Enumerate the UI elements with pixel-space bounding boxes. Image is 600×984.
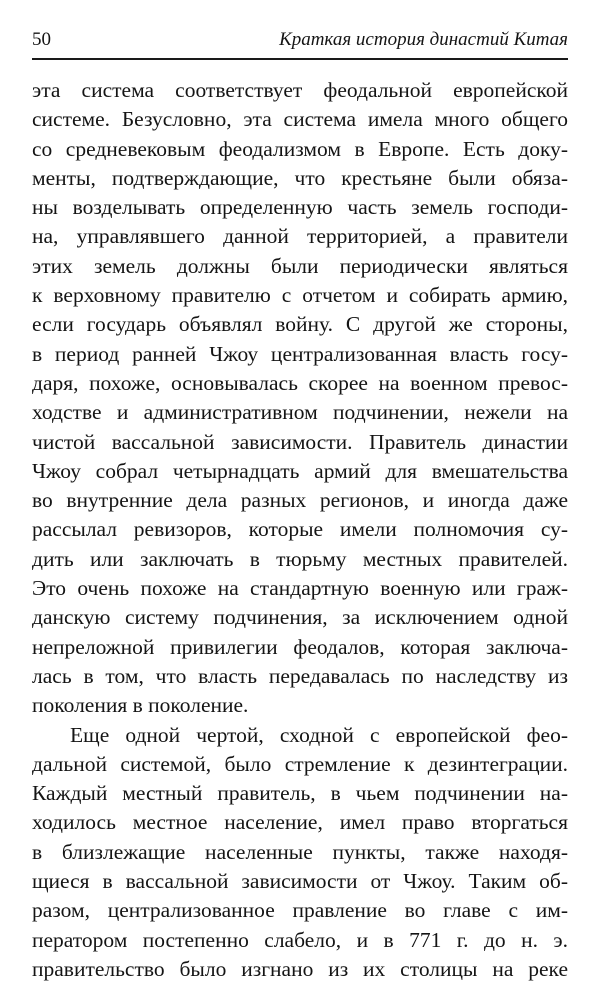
text-line: ходстве и административном подчинении, нежели на: [32, 400, 568, 425]
text-line: чистой вассальной зависимости. Правитель династии: [32, 429, 568, 454]
text-line: данскую систему подчинения, за исключением одной: [32, 605, 568, 630]
text-line: ператором постепенно слабело, и в 771 г. до н. э.: [32, 927, 568, 952]
text-line: лась в том, что власть передавалась по наследству из: [32, 663, 568, 688]
text-line: непреложной привилегии феодалов, которая заключа-: [32, 634, 568, 659]
text-line: Это очень похоже на стандартную военную или граж-: [32, 576, 568, 601]
text-line: если государь объявлял войну. С другой же стороны,: [32, 312, 568, 337]
text-line-paragraph-start: Еще одной чертой, сходной с европейской фео-: [70, 722, 568, 747]
text-line: разом, централизованное правление во главе с им-: [32, 898, 568, 923]
text-line: дальной системой, было стремление к дезинтеграции.: [32, 751, 568, 776]
running-head: [32, 28, 568, 58]
text-line: даря, похоже, основывалась скорее на военном превос-: [32, 370, 568, 395]
body-text: [32, 76, 568, 984]
text-line: в близлежащие населенные пункты, также находя-: [32, 839, 568, 864]
text-line: Чжоу собрал четырнадцать армий для вмешательства: [32, 458, 568, 483]
text-line: к верховному правителю с отчетом и собирать армию,: [32, 283, 568, 308]
text-line: ны возделывать определенную часть земель господи-: [32, 195, 568, 220]
text-line: правительство было изгнано из их столицы на реке: [32, 956, 568, 981]
running-title: Краткая история династий Китая: [279, 29, 568, 50]
text-line: со средневековым феодализмом в Европе. Есть доку-: [32, 136, 568, 161]
header-rule: [32, 58, 568, 60]
page-number: 50: [32, 29, 51, 50]
text-line: этих земель должны были периодически являться: [32, 253, 568, 278]
text-line: в период ранней Чжоу централизованная власть госу-: [32, 341, 568, 366]
text-line: на, управлявшего данной территорией, а правители: [32, 224, 568, 249]
text-line: щиеся в вассальной зависимости от Чжоу. Таким об-: [32, 869, 568, 894]
text-line: эта система соответствует феодальной европейской: [32, 78, 568, 102]
text-line-paragraph-end: поколения в поколение.: [32, 693, 249, 718]
text-line: менты, подтверждающие, что крестьяне были обяза-: [32, 165, 568, 190]
text-line: во внутренние дела разных регионов, и иногда даже: [32, 488, 568, 513]
text-line: рассылал ревизоров, которые имели полномочия су-: [32, 517, 568, 542]
text-line: дить или заключать в тюрьму местных правителей.: [32, 546, 568, 571]
text-line: ходилось местное население, имел право вторгаться: [32, 810, 568, 835]
text-line: Каждый местный правитель, в чьем подчинении на-: [32, 781, 568, 806]
text-line: системе. Безусловно, эта система имела много общего: [32, 107, 568, 132]
